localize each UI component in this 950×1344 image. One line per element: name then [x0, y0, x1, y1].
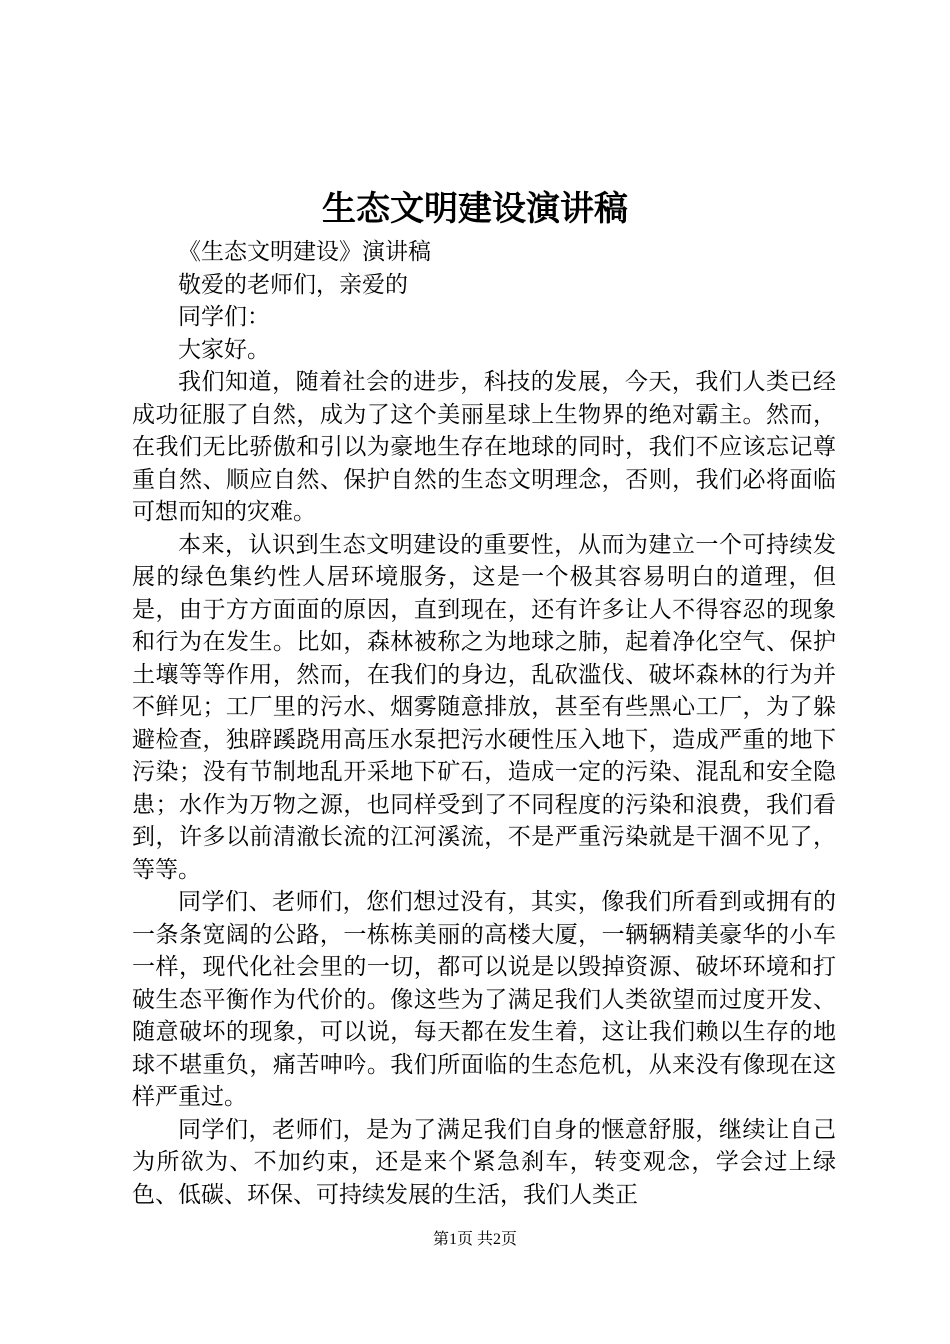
document-body [132, 236, 836, 1211]
paragraph: 同学们、老师们，您们想过没有，其实，像我们所看到或拥有的一条条宽阔的公路，一栋栋美丽的高楼大厦，一辆辆精美豪华的小车一样，现代化社会里的一切，都可以说是以毁掉资源、破坏环境和打破生态平衡作为代价的。像这些为了满足我们人类欲望而过度开发、随意破坏的现象，可以说，每天都在发生着，这让我们赖以生存的地球不堪重负，痛苦呻吟。我们所面临的生态危机，从来没有像现在这样严重过。 [132, 889, 836, 1110]
paragraph: 《生态文明建设》演讲稿 [178, 239, 431, 265]
paragraph: 同学们： [178, 304, 270, 330]
paragraph: 大家好。 [178, 336, 270, 363]
paragraph: 我们知道，随着社会的进步，科技的发展，今天，我们人类已经成功征服了自然，成为了这个美丽星球上生物界的绝对霸主。然而，在我们无比骄傲和引以为豪地生存在地球的同时，我们不应该忘记尊重自然、顺应自然、保护自然的生态文明理念，否则，我们必将面临可想而知的灾难。 [132, 369, 836, 525]
paragraph: 敬爱的老师们，亲爱的 [178, 271, 408, 298]
paragraph: 同学们，老师们，是为了满足我们自身的惬意舒服，继续让自己为所欲为、不加约束，还是来个紧急刹车，转变观念，学会过上绿色、低碳、环保、可持续发展的生活，我们人类正 [132, 1116, 836, 1208]
page-number-footer: 第1页 共2页 [432, 1231, 517, 1248]
paragraph: 本来，认识到生态文明建设的重要性，从而为建立一个可持续发展的绿色集约性人居环境服务，这是一个极其容易明白的道理，但是，由于方方面面的原因，直到现在，还有许多让人不得容忍的现象和行为在发生。比如，森林被称之为地球之肺，起着净化空气、保护土壤等等作用，然而，在我们的身边，乱砍滥伐、破坏森林的行为并不鲜见；工厂里的污水、烟雾随意排放，甚至有些黑心工厂，为了躲避检查，独辟蹊跷用高压水泵把污水硬性压入地下，造成严重的地下污染；没有节制地乱开采地下矿石，造成一定的污染、混乱和安全隐患；水作为万物之源，也同样受到了不同程度的污染和浪费，我们看到，许多以前清澈长流的江河溪流，不是严重污染就是干涸不见了，等等。 [132, 531, 836, 883]
document-title: 生态文明建设演讲稿 [322, 189, 628, 229]
